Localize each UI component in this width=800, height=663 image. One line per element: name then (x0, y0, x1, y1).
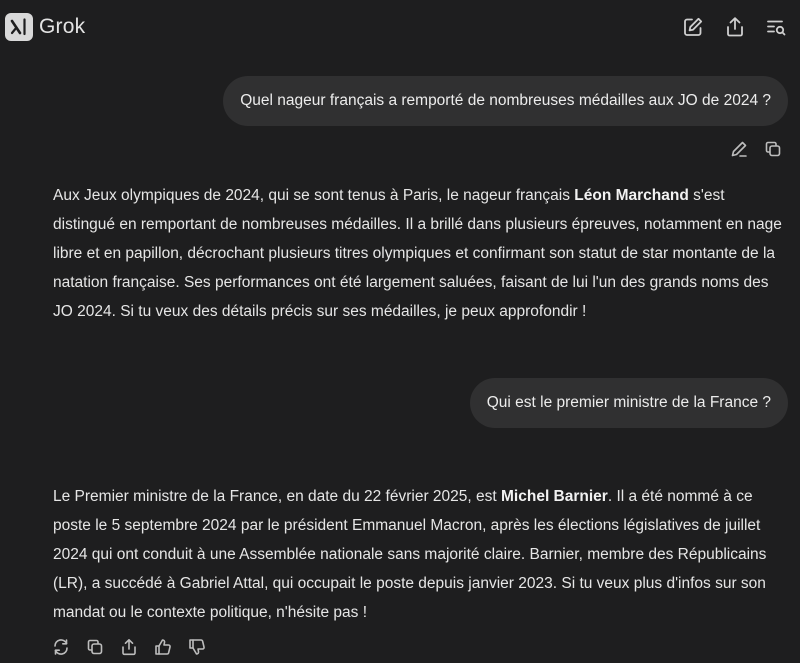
assistant-message-actions (51, 637, 207, 657)
user-message-text: Qui est le premier ministre de la France ? (486, 394, 771, 411)
user-message (223, 76, 788, 126)
share-icon (120, 638, 138, 656)
pencil-icon (730, 140, 748, 158)
regenerate-button[interactable] (51, 637, 71, 657)
assistant-message (53, 482, 790, 627)
reply-bold-text: Léon Marchand (574, 187, 689, 204)
history-search-icon (765, 16, 787, 38)
new-chat-button[interactable] (680, 14, 706, 40)
grok-logo-icon (5, 13, 33, 41)
copy-icon (764, 140, 782, 158)
refresh-icon (52, 638, 70, 656)
reply-text: s'est distingué en remportant de nombreuses médailles. Il a brillé dans plusieurs épreuves, notamment en nage libre et en papillon, décrochant plusieurs titres olympiques et confirmant son statut de star montante de la natation française. Ses performances ont été largement saluées, faisant de lui l'un des grands noms des JO 2024. Si tu veux des détails précis sur ses médailles, je peux approfondir ! (53, 187, 782, 320)
reply-bold-text: Michel Barnier (501, 488, 608, 505)
user-message (470, 378, 788, 428)
brand[interactable] (5, 13, 85, 41)
edit-message-button[interactable] (729, 139, 749, 159)
copy-message-button[interactable] (763, 139, 783, 159)
header (0, 0, 800, 54)
share-response-button[interactable] (119, 637, 139, 657)
share-button[interactable] (722, 14, 748, 40)
user-message-text: Quel nageur français a remporté de nombreuses médailles aux JO de 2024 ? (240, 92, 771, 109)
reply-text: Aux Jeux olympiques de 2024, qui se sont tenus à Paris, le nageur français (53, 187, 575, 204)
history-button[interactable] (763, 14, 789, 40)
share-icon (724, 16, 746, 38)
thumbs-down-icon (188, 638, 206, 656)
assistant-message (53, 181, 790, 326)
copy-response-button[interactable] (85, 637, 105, 657)
copy-icon (86, 638, 104, 656)
edit-square-icon (682, 16, 704, 38)
reply-text: . Il a été nommé à ce poste le 5 septembre 2024 par le président Emmanuel Macron, après les élections législatives de juillet 2024 qui ont conduit à une Assemblée nationale sans majorité claire. Barnier, membre des Républicains (LR), a succédé à Gabriel Attal, qui occupait le poste depuis janvier 2023. Si tu veux plus d'infos sur son mandat ou le contexte politique, n'hésite pas ! (53, 488, 767, 621)
thumbs-up-icon (154, 638, 172, 656)
thumbs-up-button[interactable] (153, 637, 173, 657)
thumbs-down-button[interactable] (187, 637, 207, 657)
reply-text: Le Premier ministre de la France, en date du 22 février 2025, est (53, 488, 502, 505)
user-message-actions (729, 139, 783, 159)
app-name: Grok (39, 15, 86, 38)
